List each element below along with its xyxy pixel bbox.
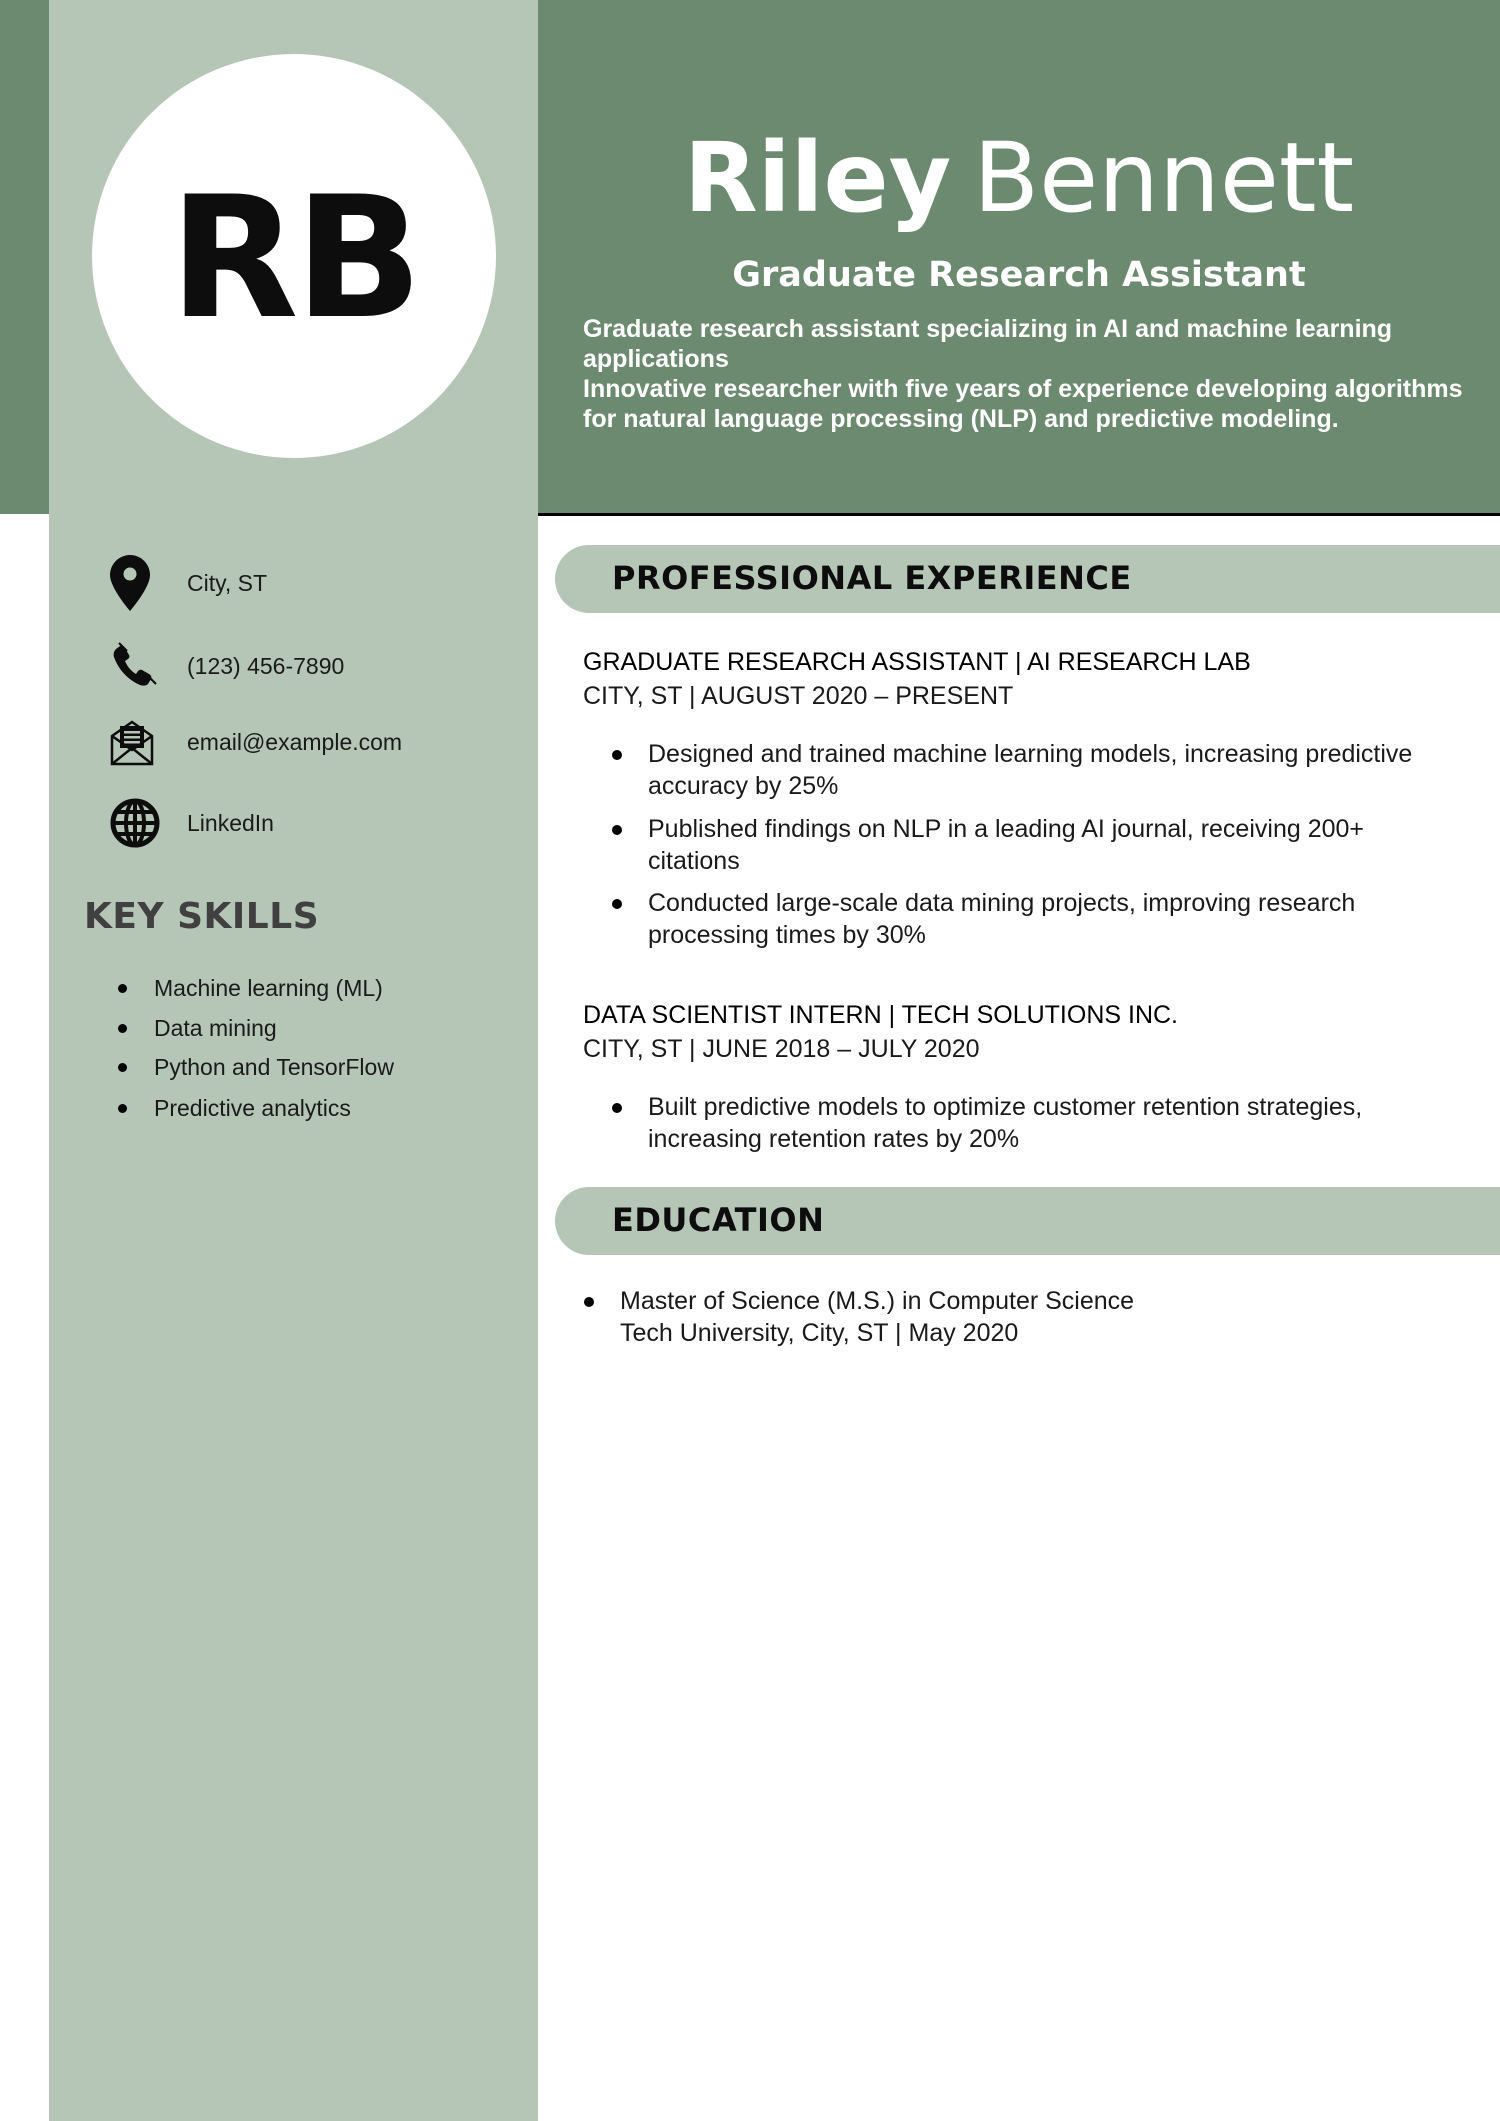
skills-heading: KEY SKILLS bbox=[84, 896, 320, 937]
contact-phone bbox=[110, 636, 530, 696]
bullet-icon bbox=[612, 750, 622, 760]
phone-icon bbox=[110, 636, 170, 696]
bullet-icon bbox=[118, 1063, 127, 1072]
job-bullet: Built predictive models to optimize customer retention strategies, increasing retention rates by 20% bbox=[612, 1091, 1452, 1155]
bullet-icon bbox=[584, 1297, 594, 1307]
globe-icon bbox=[110, 793, 170, 853]
section-header-education bbox=[555, 1187, 1500, 1255]
bullet-icon bbox=[612, 899, 622, 909]
bullet-icon bbox=[118, 984, 127, 993]
contact-linkedin[interactable] bbox=[110, 793, 530, 853]
envelope-icon bbox=[110, 712, 170, 772]
contact-text: email@example.com bbox=[187, 728, 403, 755]
section-header-experience bbox=[555, 545, 1500, 613]
job-role: DATA SCIENTIST INTERN | TECH SOLUTIONS INC. bbox=[583, 1001, 1178, 1029]
avatar bbox=[92, 54, 496, 458]
header-divider bbox=[538, 513, 1500, 516]
job-bullet: Published findings on NLP in a leading AI journal, receiving 200+ citations bbox=[612, 813, 1452, 877]
contact-email bbox=[110, 712, 530, 772]
job-title: Graduate Research Assistant bbox=[732, 255, 1306, 295]
job-bullet: Designed and trained machine learning models, increasing predictive accuracy by 25% bbox=[612, 738, 1452, 802]
linkedin-link[interactable]: LinkedIn bbox=[187, 809, 274, 836]
bullet-icon bbox=[612, 825, 622, 835]
job-entry-header bbox=[583, 998, 1178, 1066]
summary-line: Innovative researcher with five years of experience developing algorithms for natural language processing (NLP) and predictive modeling. bbox=[583, 375, 1463, 433]
candidate-name bbox=[538, 118, 1500, 238]
summary-line: Graduate research assistant specializing in AI and machine learning applications bbox=[583, 315, 1393, 373]
job-bullet: Conducted large-scale data mining projects, improving research processing times by 30% bbox=[612, 887, 1452, 951]
contact-location bbox=[110, 553, 530, 613]
bullet-icon bbox=[612, 1103, 622, 1113]
degree: Master of Science (M.S.) in Computer Science bbox=[620, 1287, 1135, 1315]
summary bbox=[583, 314, 1463, 434]
last-name: Bennett bbox=[973, 122, 1355, 234]
contact-text: (123) 456-7890 bbox=[187, 652, 345, 679]
education-item bbox=[584, 1285, 1424, 1349]
bullet-icon bbox=[118, 1024, 127, 1033]
map-pin-icon bbox=[110, 553, 170, 613]
first-name: Riley bbox=[683, 122, 952, 234]
bullet-icon bbox=[118, 1104, 127, 1113]
section-title: EDUCATION bbox=[612, 1201, 825, 1239]
job-role: GRADUATE RESEARCH ASSISTANT | AI RESEARCH LAB bbox=[583, 648, 1251, 676]
job-entry-header bbox=[583, 645, 1251, 713]
avatar-initials: RB bbox=[169, 160, 419, 356]
section-title: PROFESSIONAL EXPERIENCE bbox=[612, 559, 1132, 597]
contact-text: City, ST bbox=[187, 569, 268, 596]
job-meta: CITY, ST | AUGUST 2020 – PRESENT bbox=[583, 682, 1014, 710]
school-detail: Tech University, City, ST | May 2020 bbox=[620, 1319, 1019, 1347]
job-meta: CITY, ST | JUNE 2018 – JULY 2020 bbox=[583, 1035, 980, 1063]
